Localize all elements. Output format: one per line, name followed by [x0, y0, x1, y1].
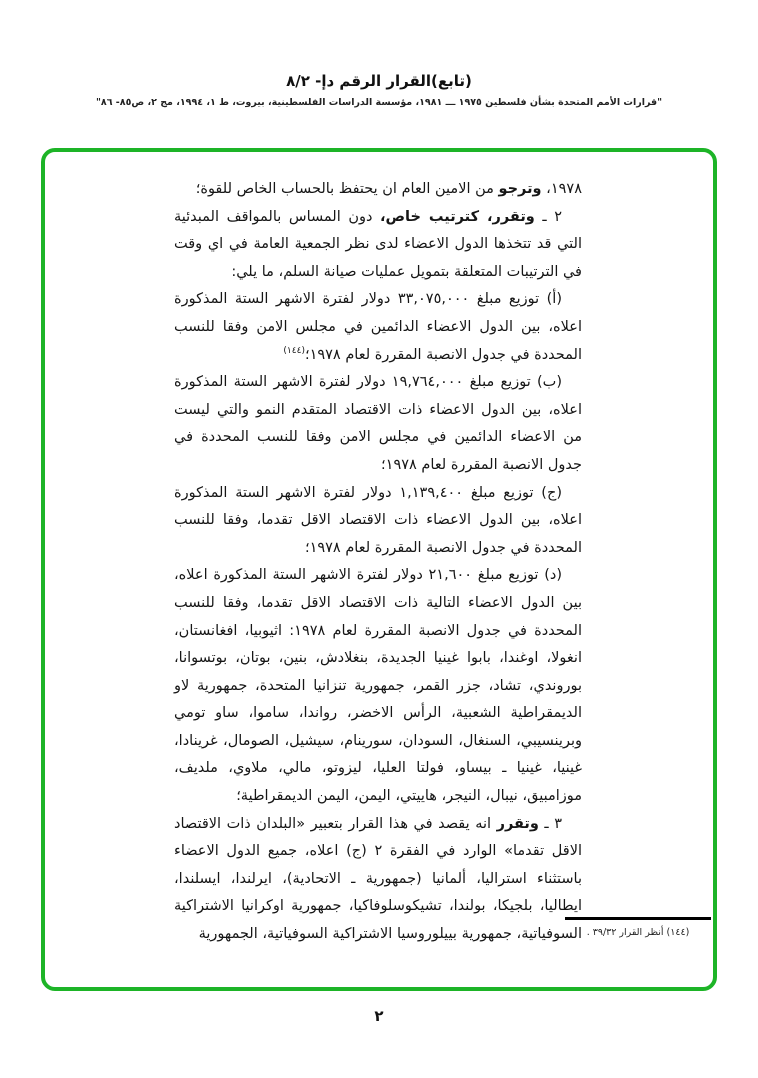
body-text-column	[174, 176, 582, 949]
paragraph-bold-verb: وترجو	[498, 181, 542, 197]
paragraph-lead: ٣ ـ	[538, 815, 563, 832]
paragraph-text: دون المساس بالمواقف المبدئية التي قد تتخذها الدول الاعضاء لدى نظر الجمعية العامة في اي وقت في الترتيبات المتعلقة بتمويل عمليات صيانة السلم، ما يلي:	[174, 208, 582, 280]
footnote-divider	[565, 917, 711, 920]
paragraph-bold-verb: وتقرر	[496, 815, 539, 832]
paragraph-text: انه يقصد في هذا القرار بتعبير «البلدان ذات الاقتصاد الاقل تقدما» الوارد في الفقرة ٢ (ج) اعلاه، جميع الدول الاعضاء باستثناء استراليا، ألمانيا (جمهورية ـ الاتحادية)، ايرلندا، ايسلندا، ايطاليا، بلجيكا، بولندا، تشيكوسلوفاكيا، جمهورية اوكرانيا الاشتراكية السوفياتية، جمهورية بييلوروسيا الاشتراكية السوفياتية، الجمهورية	[174, 815, 582, 943]
paragraph-lead: (ج)	[533, 484, 562, 501]
footnote-block	[565, 917, 711, 938]
body-paragraph	[174, 176, 582, 204]
green-frame	[41, 148, 717, 991]
body-paragraph	[174, 369, 582, 479]
paragraph-text: من الامين العام ان يحتفظ بالحساب الخاص للقوة؛	[195, 181, 499, 197]
body-paragraph	[174, 286, 582, 369]
paragraph-bold-verb: وتقرر، كترتيب خاص،	[380, 208, 535, 225]
body-paragraph	[174, 811, 582, 949]
resolution-title: (تابع)القرار الرقم دإ- ٨/٢	[286, 72, 472, 90]
paragraph-text: توزيع مبلغ ٣٣,٠٧٥,٠٠٠ دولار لفترة الاشهر الستة المذكورة اعلاه، بين الدول الاعضاء الدائمين في مجلس الامن وفقا للنسب المحددة في جدول الانصبة المقررة لعام ١٩٧٨؛	[174, 291, 582, 363]
body-paragraph	[174, 480, 582, 563]
footnote-text: (١٤٤) أنظر القرار ٣٩/٣٢ .	[586, 927, 690, 938]
body-paragraph	[174, 562, 582, 810]
footnote-marker: (١٤٤)	[283, 345, 305, 356]
paragraph-lead: ٢ ـ	[534, 208, 563, 225]
paragraph-lead: (د)	[538, 567, 562, 584]
paragraph-lead: ١٩٧٨،	[541, 181, 582, 197]
body-paragraph	[174, 204, 582, 287]
paragraph-lead: (ب)	[530, 374, 562, 391]
source-citation: "قرارات الأمم المتحدة بشأن فلسطين ١٩٧٥ ـــ ١٩٨١، مؤسسة الدراسات الفلسطينية، بيروت، ط ١، ١٩٩٤، مج ٢، ص٨٥- ٨٦"	[95, 97, 663, 108]
paragraph-text: توزيع مبلغ ١٩,٧٦٤,٠٠٠ دولار لفترة الاشهر الستة المذكورة اعلاه، بين الدول الاعضاء ذات الاقتصاد المتقدم النمو والتي ليست من الاعضاء الدائمين في مجلس الامن وفقا للنسب المحددة في جدول الانصبة المقررة لعام ١٩٧٨؛	[174, 374, 582, 473]
page-header	[0, 72, 758, 108]
paragraph-lead: (أ)	[539, 291, 562, 308]
paragraph-text: توزيع مبلغ ١,١٣٩,٤٠٠ دولار لفترة الاشهر الستة المذكورة اعلاه، بين الدول الاعضاء ذات الاقتصاد الاقل تقدما، وفقا للنسب المحددة في جدول الانصبة المقررة لعام ١٩٧٨؛	[174, 484, 582, 556]
paragraph-text: توزيع مبلغ ٢١,٦٠٠ دولار لفترة الاشهر الستة المذكورة اعلاه، بين الدول الاعضاء التالية ذات الاقتصاد الاقل تقدما، وفقا للنسب المحددة في جدول الانصبة المقررة لعام ١٩٧٨: اثيوبيا، افغانستان، انغولا، اوغندا، بابوا غينيا الجديدة، بنغلادش، بنين، بوتان، بوتسوانا، بوروندي، تشاد، جزر القمر، جمهورية تنزانيا المتحدة، جمهورية لاو الديمقراطية الشعبية، الرأس الاخضر، رواندا، ساموا، ساو تومي وبرينسيبي، السنغال، السودان، سورينام، سيشيل، الصومال، غرينادا، غينيا، غينيا ـ بيساو، فولتا العليا، ليزوتو، مالي، ملاوي، ملديف، موزامبيق، نيبال، النيجر، هاييتي، اليمن، اليمن الديمقراطية؛	[174, 567, 582, 805]
page-number: ٢	[374, 1007, 384, 1025]
